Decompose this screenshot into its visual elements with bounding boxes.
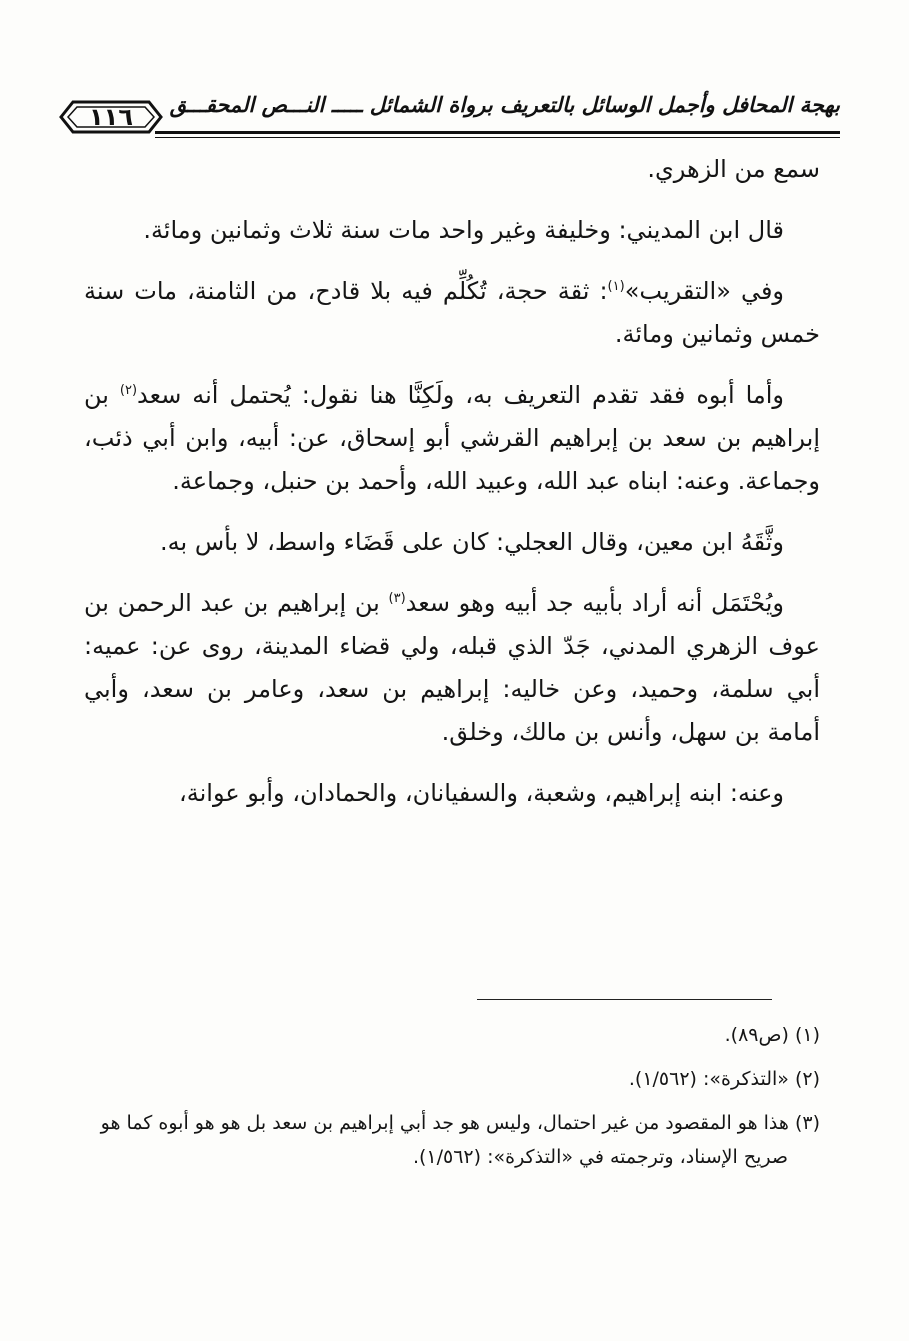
paragraph-5: وثَّقَهُ ابن معين، وقال العجلي: كان على قَضَاء واسط، لا بأس به. bbox=[160, 528, 784, 556]
footnote-ref-1[interactable]: (١) bbox=[607, 279, 625, 294]
paragraph-6-rest: بن إبراهيم بن عبد الرحمن بن عوف الزهري المدني، جَدّ الذي قبله، ولي قضاء المدينة، روى عن: عميه: أبي سلمة، وحميد، وعن خاليه: إبراهيم بن سعد، وعامر بن سعد، وأبي أمامة بن سهل، وأنس بن مالك، وخلق. bbox=[84, 589, 820, 746]
page-number: ١١٦ bbox=[89, 103, 133, 131]
paragraph-4-rest: بن إبراهيم بن سعد بن إبراهيم القرشي أبو إسحاق، عن: أبيه، وابن أبي ذئب، وجماعة. وعنه: ابناه عبد الله، وعبيد الله، وأحمد بن حنبل، وجماعة. bbox=[84, 381, 820, 495]
paragraph-6-text: ويُحْتَمَل أنه أراد بأبيه جد أبيه وهو سعد bbox=[405, 589, 784, 617]
main-text bbox=[84, 148, 820, 833]
paragraph-3 bbox=[84, 270, 820, 356]
footnote-2: (٢) «التذكرة»: (١/٥٦٢). bbox=[628, 1068, 820, 1090]
paragraph-6 bbox=[84, 582, 820, 754]
footnote-3: (٣) هذا هو المقصود من غير احتمال، وليس هو جد أبي إبراهيم بن سعد بل هو هو أبوه كما هو صريح الإسناد، وترجمته في «التذكرة»: (١/٥٦٢). bbox=[100, 1112, 820, 1168]
footnote-ref-2[interactable]: (٢) bbox=[119, 383, 138, 398]
paragraph-3-text: وفي «التقريب» bbox=[624, 277, 785, 305]
footnote-separator bbox=[477, 999, 772, 1000]
paragraph-4 bbox=[84, 374, 820, 503]
paragraph-4-text: وأما أبوه فقد تقدم التعريف به، ولَكِنَّا هنا نقول: يُحتمل أنه سعد bbox=[137, 381, 785, 409]
running-header bbox=[55, 88, 840, 148]
footnotes bbox=[84, 1018, 820, 1184]
paragraph-1: سمع من الزهري. bbox=[647, 155, 820, 183]
footnote-1: (١) (ص٨٩). bbox=[724, 1024, 820, 1046]
running-title: بهجة المحافل وأجمل الوسائل بالتعريف برواة الشمائل ـــــ النـــص المحقـــق bbox=[169, 92, 840, 117]
header-rule-thin bbox=[155, 137, 840, 138]
paragraph-3-rest: : ثقة حجة، تُكُلِّم فيه بلا قادح، من الثامنة، مات سنة خمس وثمانين ومائة. bbox=[84, 277, 820, 348]
footnote-ref-3[interactable]: (٣) bbox=[388, 591, 406, 606]
paragraph-2: قال ابن المديني: وخليفة وغير واحد مات سنة ثلاث وثمانين ومائة. bbox=[143, 216, 784, 244]
paragraph-7: وعنه: ابنه إبراهيم، وشعبة، والسفيانان، والحمادان، وأبو عوانة، bbox=[178, 779, 784, 807]
page-number-badge bbox=[55, 96, 167, 138]
header-rule bbox=[155, 131, 840, 134]
